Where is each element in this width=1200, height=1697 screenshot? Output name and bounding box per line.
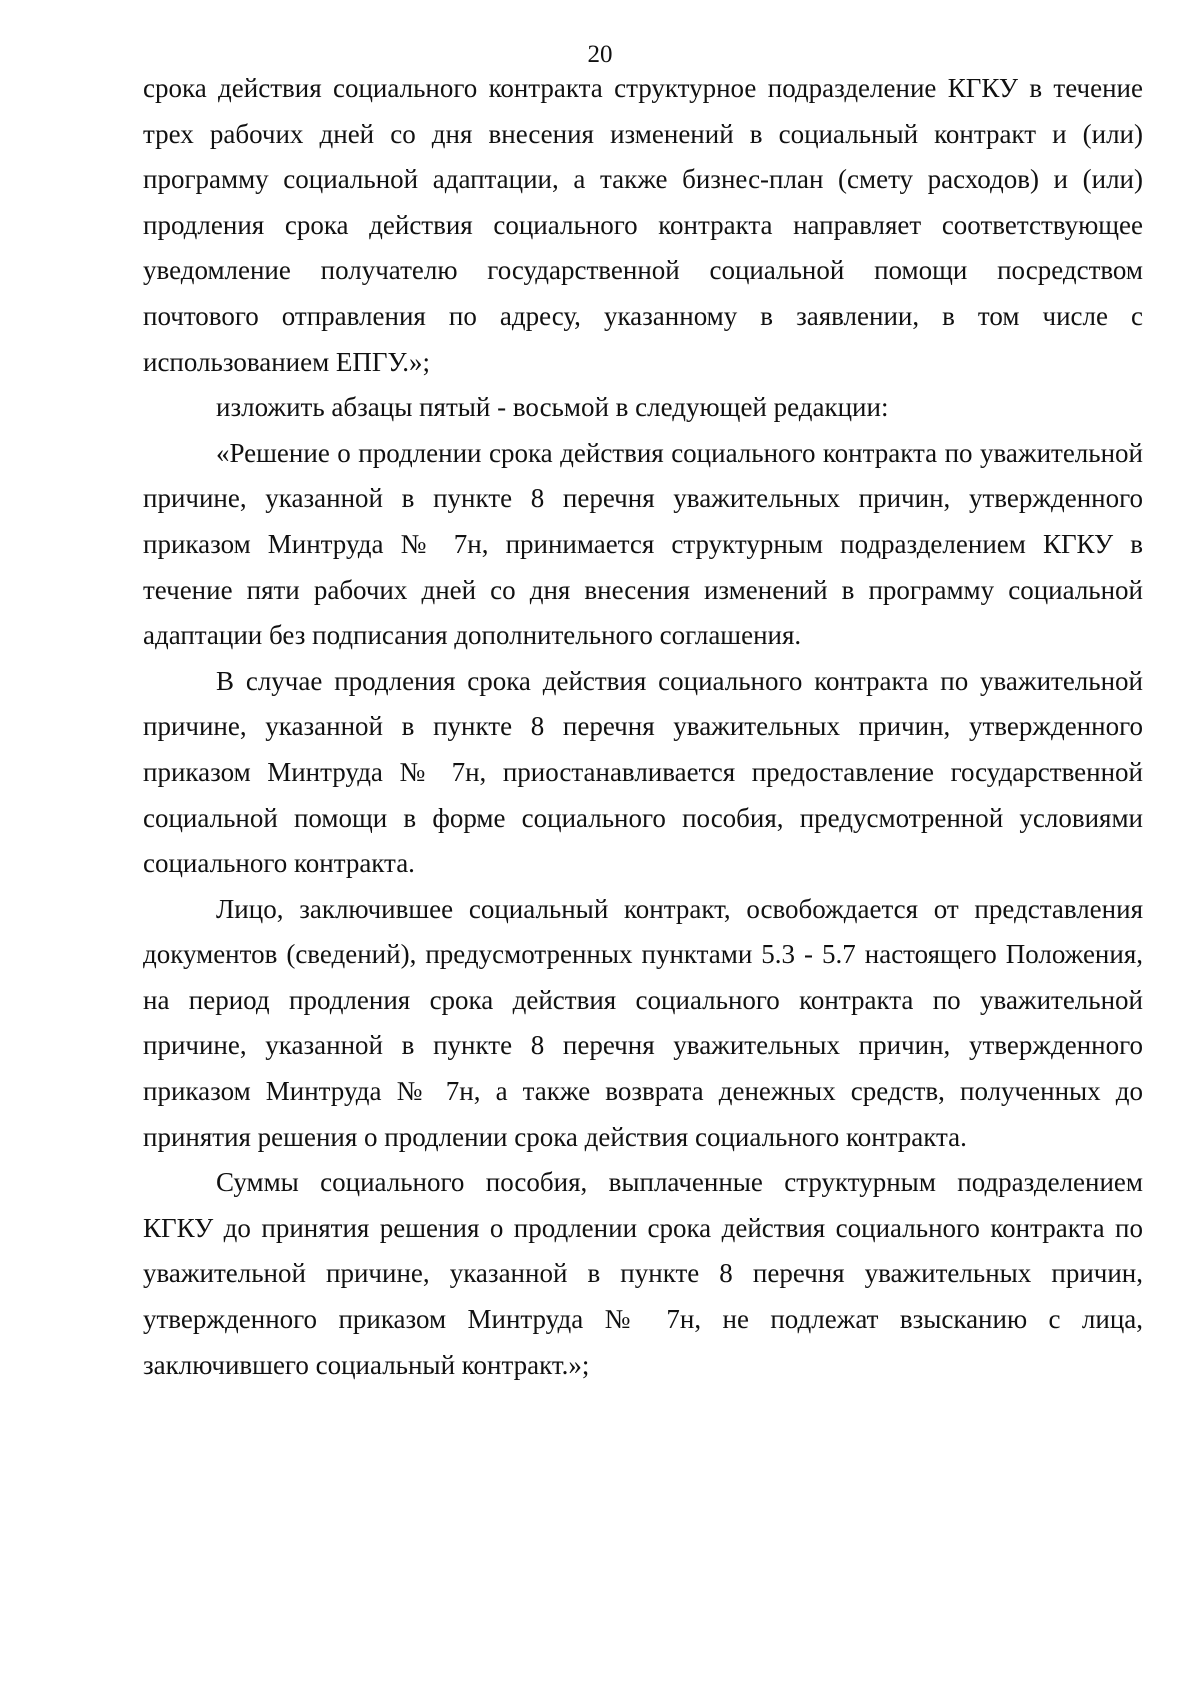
page-number: 20 bbox=[587, 41, 613, 68]
document-body bbox=[143, 66, 1143, 1388]
paragraph-decision: «Решение о продлении срока действия социального контракта по уважительной причине, указанной в пункте 8 перечня уважительных причин, утвержденного приказом Минтруда № 7н, принимается структурным подразделением КГКУ в течение пяти рабочих дней со дня внесения изменений в программу социальной адаптации без подписания дополнительного соглашения. bbox=[143, 437, 1143, 651]
paragraph-exemption: Лицо, заключившее социальный контракт, освобождается от представления документов (сведений), предусмотренных пунктами 5.3 - 5.7 настоящего Положения, на период продления срока действия социального контракта по уважительной причине, указанной в пункте 8 перечня уважительных причин, утвержденного приказом Минтруда № 7н, а также возврата денежных средств, полученных до принятия решения о продлении срока действия социального контракта. bbox=[143, 893, 1143, 1152]
paragraph-continuation: срока действия социального контракта структурное подразделение КГКУ в течение трех рабочих дней со дня внесения изменений в социальный контракт и (или) программу социальной адаптации, а также бизнес-план (смету расходов) и (или) продления срока действия социального контракта направляет соответствующее уведомление получателю государственной социальной помощи посредством почтового отправления по адресу, указанному в заявлении, в том числе с использованием ЕПГУ.»; bbox=[143, 73, 1143, 377]
paragraph-no-recovery: Суммы социального пособия, выплаченные структурным подразделением КГКУ до принятия решения о продлении срока действия социального контракта по уважительной причине, указанной в пункте 8 перечня уважительных причин, утвержденного приказом Минтруда № 7н, не подлежат взысканию с лица, заключившего социальный контракт.»; bbox=[143, 1167, 1143, 1380]
paragraph-instruction: изложить абзацы пятый - восьмой в следующей редакции: bbox=[216, 392, 889, 423]
paragraph-suspension: В случае продления срока действия социального контракта по уважительной причине, указанной в пункте 8 перечня уважительных причин, утвержденного приказом Минтруда № 7н, приостанавливается предоставление государственной социальной помощи в форме социального пособия, предусмотренной условиями социального контракта. bbox=[143, 665, 1143, 879]
